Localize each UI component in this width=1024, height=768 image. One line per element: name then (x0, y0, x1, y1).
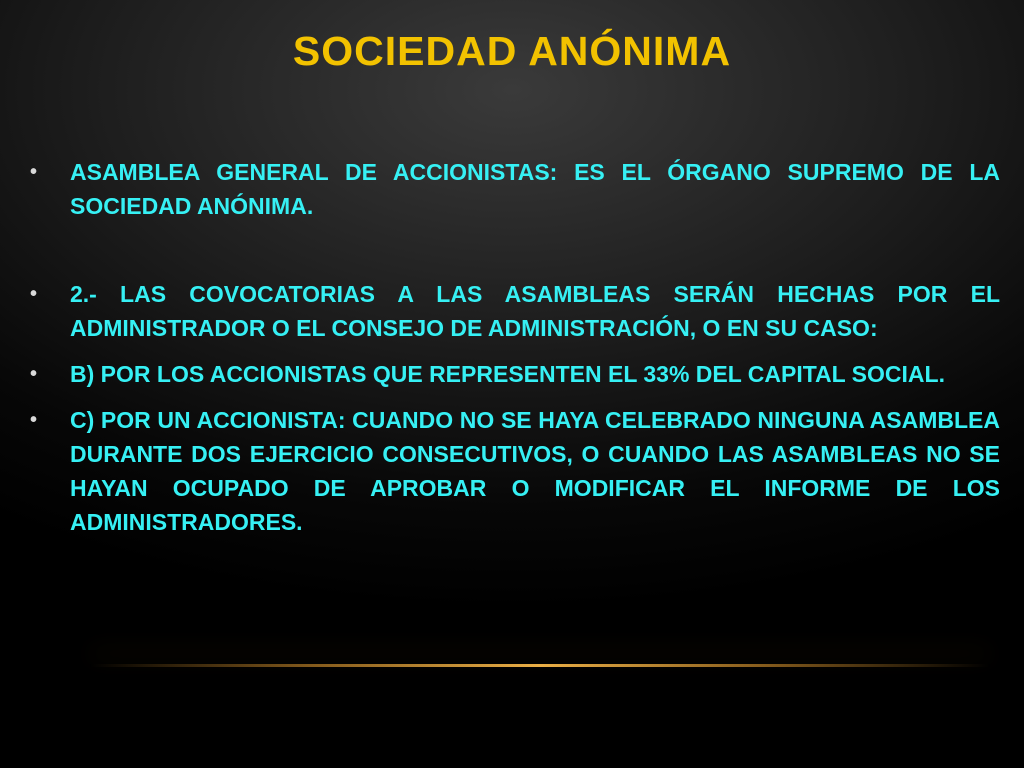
bullet-item (30, 357, 1000, 391)
bullet-dot-icon: • (30, 283, 38, 305)
bullet-dot-icon: • (30, 363, 38, 385)
bullet-text: C) POR UN ACCIONISTA: CUANDO NO SE HAYA CELEBRADO NINGUNA ASAMBLEA DURANTE DOS EJERCICIO CONSECUTIVOS, O CUANDO LAS ASAMBLEAS NO SE HAYAN OCUPADO DE APROBAR O MODIFICAR EL INFORME DE LOS ADMINISTRADORES. (70, 407, 1000, 535)
accent-divider (90, 664, 990, 667)
bullet-text: B) POR LOS ACCIONISTAS QUE REPRESENTEN EL 33% DEL CAPITAL SOCIAL. (70, 361, 945, 387)
bullet-text: ASAMBLEA GENERAL DE ACCIONISTAS: ES EL ÓRGANO SUPREMO DE LA SOCIEDAD ANÓNIMA. (70, 159, 1000, 219)
slide-title: SOCIEDAD ANÓNIMA (292, 28, 732, 74)
bullet-dot-icon: • (30, 161, 38, 183)
bullet-item (30, 155, 1000, 223)
bullet-list (30, 155, 1000, 539)
bullet-text: 2.- LAS COVOCATORIAS A LAS ASAMBLEAS SERÁN HECHAS POR EL ADMINISTRADOR O EL CONSEJO DE ADMINISTRACIÓN, O EN SU CASO: (70, 281, 1000, 341)
bullet-item (30, 277, 1000, 345)
bullet-item (30, 403, 1000, 539)
bullet-dot-icon: • (30, 409, 38, 431)
